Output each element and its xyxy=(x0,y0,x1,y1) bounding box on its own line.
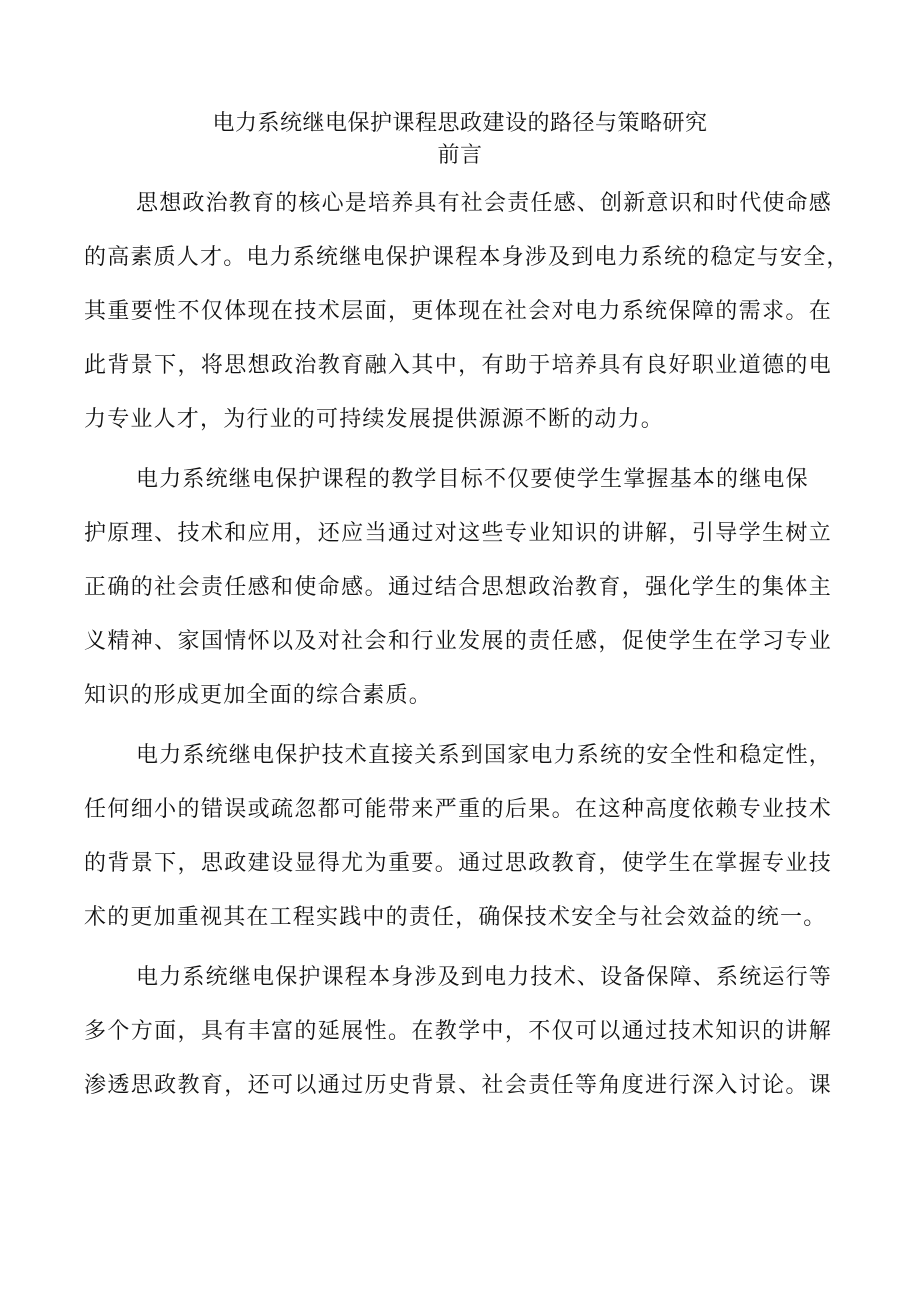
paragraph-line: 的高素质人才。电力系统继电保护课程本身涉及到电力系统的稳定与安全， xyxy=(84,245,850,270)
document-title: 电力系统继电保护课程思政建设的路径与策略研究 xyxy=(212,111,708,136)
paragraph-2 xyxy=(84,458,832,728)
paragraph-line: 正确的社会责任感和使命感。通过结合思想政治教育，强化学生的集体主 xyxy=(84,575,832,600)
paragraph-line: 护原理、技术和应用，还应当通过对这些专业知识的讲解，引导学生树立 xyxy=(84,521,832,546)
paragraph-line: 义精神、家国情怀以及对社会和行业发展的责任感，促使学生在学习专业 xyxy=(84,629,832,654)
paragraph-1 xyxy=(84,182,850,452)
paragraph-line: 思想政治教育的核心是培养具有社会责任感、创新意识和时代使命感 xyxy=(136,191,833,216)
paragraph-line: 电力系统继电保护课程本身涉及到电力技术、设备保障、系统运行等 xyxy=(136,965,833,990)
paragraph-line: 知识的形成更加全面的综合素质。 xyxy=(84,683,433,708)
paragraph-line: 多个方面，具有丰富的延展性。在教学中，不仅可以通过技术知识的讲解 xyxy=(84,1019,832,1044)
paragraph-line: 任何细小的错误或疏忽都可能带来严重的后果。在这种高度依赖专业技术 xyxy=(84,797,832,822)
paragraph-line: 渗透思政教育，还可以通过历史背景、社会责任等角度进行深入讨论。课 xyxy=(84,1073,832,1098)
paragraph-line: 术的更加重视其在工程实践中的责任，确保技术安全与社会效益的统一。 xyxy=(84,905,827,930)
paragraph-line: 电力系统继电保护课程的教学目标不仅要使学生掌握基本的继电保 xyxy=(136,467,809,492)
section-heading: 前言 xyxy=(437,143,483,168)
paragraph-line: 此背景下，将思想政治教育融入其中，有助于培养具有良好职业道德的电 xyxy=(84,353,832,378)
paragraph-4 xyxy=(84,956,832,1118)
paragraph-line: 力专业人才，为行业的可持续发展提供源源不断的动力。 xyxy=(84,407,665,432)
paragraph-3 xyxy=(84,734,832,950)
paragraph-line: 的背景下，思政建设显得尤为重要。通过思政教育，使学生在掌握专业技 xyxy=(84,851,832,876)
paragraph-line: 其重要性不仅体现在技术层面，更体现在社会对电力系统保障的需求。在 xyxy=(84,299,832,324)
paragraph-line: 电力系统继电保护技术直接关系到国家电力系统的安全性和稳定性， xyxy=(136,743,833,768)
